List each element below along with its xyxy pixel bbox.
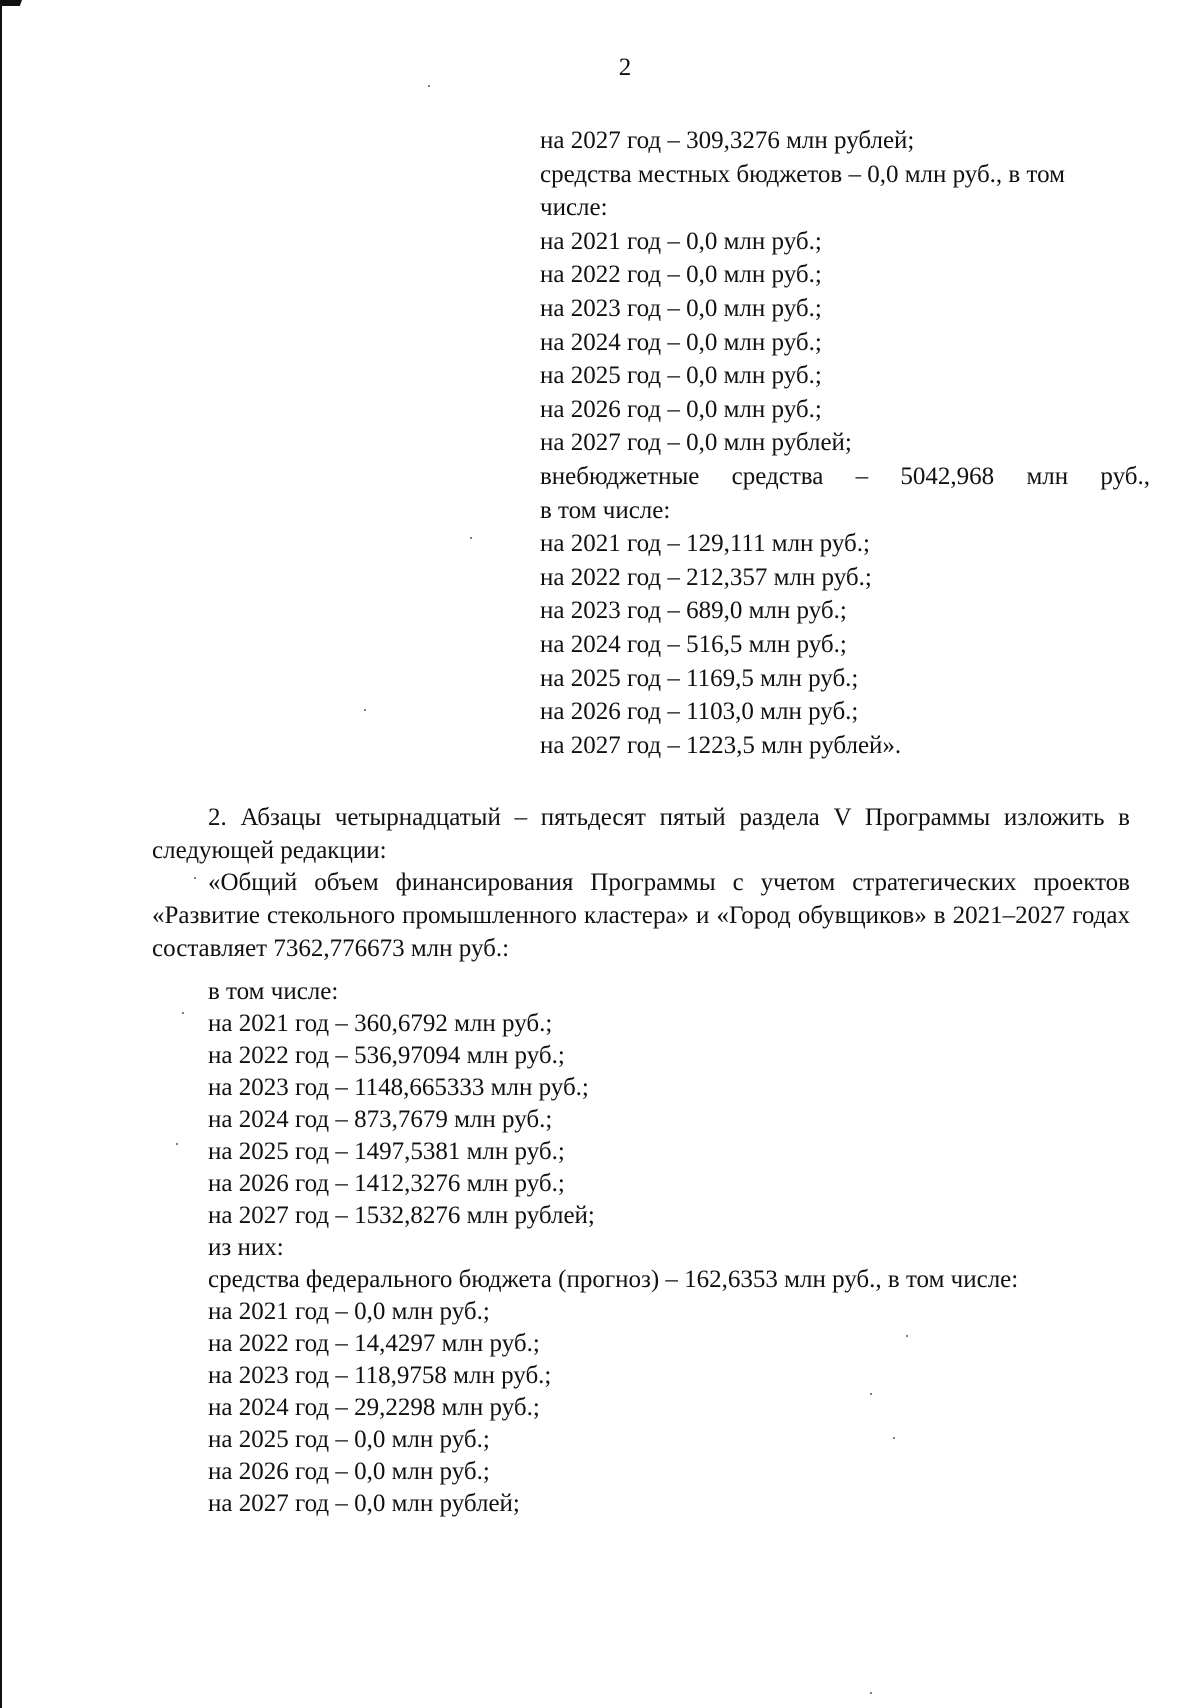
list-line: на 2025 год – 0,0 млн руб.; <box>540 362 822 390</box>
list-line: на 2027 год – 1532,8276 млн рублей; <box>208 1202 595 1229</box>
list-line: в том числе: <box>208 978 339 1005</box>
list-line: на 2021 год – 0,0 млн руб.; <box>208 1298 490 1325</box>
list-line: на 2026 год – 1412,3276 млн руб.; <box>208 1170 565 1197</box>
list-line: на 2027 год – 1223,5 млн рублей». <box>540 731 902 759</box>
list-line: на 2024 год – 29,2298 млн руб.; <box>208 1394 540 1421</box>
list-line: на 2027 год – 0,0 млн рублей; <box>540 429 852 457</box>
list-line: на 2027 год – 0,0 млн рублей; <box>208 1490 520 1517</box>
list-line: на 2026 год – 0,0 млн руб.; <box>540 395 822 423</box>
scan-speck <box>176 1143 178 1145</box>
paragraph-2 <box>152 801 1130 867</box>
list-line: на 2025 год – 1497,5381 млн руб.; <box>208 1138 565 1165</box>
funding-list-top <box>540 124 1150 762</box>
list-line: на 2026 год – 0,0 млн руб.; <box>208 1458 490 1485</box>
scan-speck <box>428 85 430 87</box>
paragraph-3-text: «Общий объем финансирования Программы с учетом стратегических проектов «Развитие стекольного промышленного кластера» и «Город обувщиков» в 2021–2027 годах составляет 7362,776673 млн руб.: <box>152 869 1130 962</box>
list-line: на 2022 год – 536,97094 млн руб.; <box>208 1042 565 1069</box>
list-line: на 2025 год – 1169,5 млн руб.; <box>540 664 859 692</box>
list-line: из них: <box>208 1234 284 1261</box>
list-line: числе: <box>540 194 608 222</box>
scan-speck <box>194 877 196 879</box>
scan-speck <box>870 1393 872 1395</box>
scan-speck <box>906 1335 908 1337</box>
funding-list-bottom <box>208 976 1168 1520</box>
list-line: на 2024 год – 0,0 млн руб.; <box>540 328 822 356</box>
scan-speck <box>870 1692 872 1694</box>
page-number: 2 <box>618 54 632 81</box>
scan-speck <box>364 709 366 711</box>
list-line: на 2023 год – 118,9758 млн руб.; <box>208 1362 552 1389</box>
list-line: на 2023 год – 0,0 млн руб.; <box>540 294 822 322</box>
list-line: внебюджетные средства – 5042,968 млн руб., <box>540 462 1150 490</box>
list-line: на 2021 год – 129,111 млн руб.; <box>540 530 870 558</box>
list-line: на 2024 год – 873,7679 млн руб.; <box>208 1106 553 1133</box>
list-line: на 2022 год – 14,4297 млн руб.; <box>208 1330 540 1357</box>
paragraph-3 <box>152 866 1130 965</box>
scan-speck <box>470 537 472 539</box>
list-line: на 2024 год – 516,5 млн руб.; <box>540 630 847 658</box>
list-line: на 2022 год – 212,357 млн руб.; <box>540 563 872 591</box>
paragraph-2-text: 2. Абзацы четырнадцатый – пятьдесят пятый раздела V Программы изложить в следующей редакции: <box>152 804 1130 864</box>
scan-edge-line <box>0 0 2 1708</box>
list-line: на 2023 год – 689,0 млн руб.; <box>540 597 847 625</box>
list-line: средства местных бюджетов – 0,0 млн руб., в том <box>540 160 1065 188</box>
list-line: на 2021 год – 360,6792 млн руб.; <box>208 1010 553 1037</box>
list-line: на 2026 год – 1103,0 млн руб.; <box>540 698 859 726</box>
list-line: на 2025 год – 0,0 млн руб.; <box>208 1426 490 1453</box>
list-line: на 2027 год – 309,3276 млн рублей; <box>540 127 915 154</box>
list-line: на 2023 год – 1148,665333 млн руб.; <box>208 1074 589 1101</box>
list-line: на 2021 год – 0,0 млн руб.; <box>540 227 822 255</box>
list-line: средства федерального бюджета (прогноз) – 162,6353 млн руб., в том числе: <box>208 1266 1019 1293</box>
list-line: в том числе: <box>540 496 671 524</box>
scan-speck <box>893 1437 895 1439</box>
scan-corner-mark <box>0 0 22 6</box>
scan-speck <box>182 1012 184 1014</box>
list-line: на 2022 год – 0,0 млн руб.; <box>540 261 822 289</box>
